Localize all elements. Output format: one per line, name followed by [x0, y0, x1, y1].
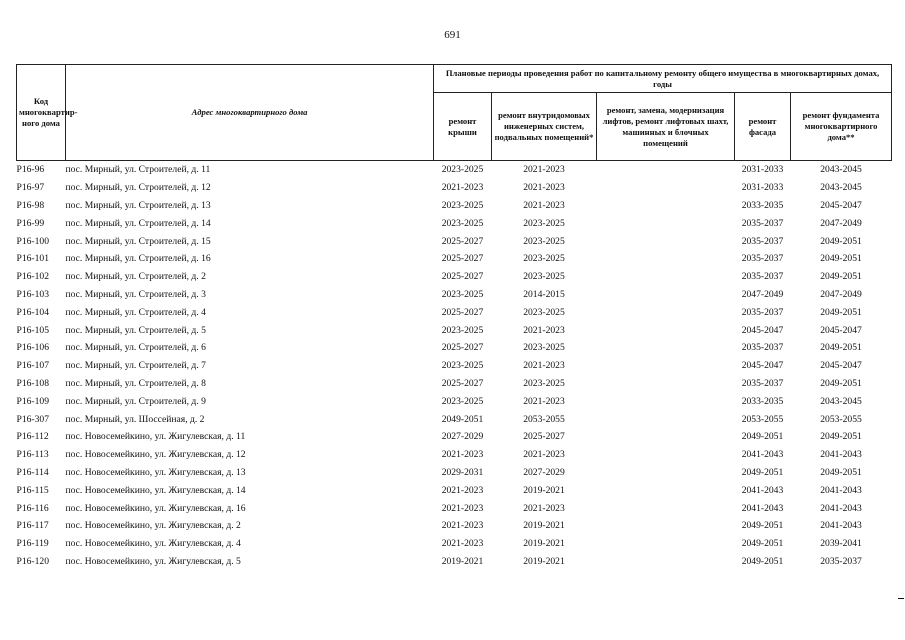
cell-facade: 2035-2037 [741, 217, 784, 229]
cell-address: пос. Мирный, ул. Строителей, д. 7 [65, 360, 206, 372]
table-row [17, 428, 892, 446]
cell-elevators [597, 286, 735, 304]
header-periods: Плановые периоды проведения работ по капитальному ремонту общего имущества в многоквартирных домах, годы [434, 65, 892, 93]
cell-roof: 2029-2031 [441, 466, 484, 478]
cell-address: пос. Новосемейкино, ул. Жигулевская, д. 2 [65, 520, 241, 532]
cell-foundation: 2049-2051 [820, 466, 862, 478]
cell-elevators [597, 517, 735, 535]
cell-code: Р16-105 [16, 324, 50, 336]
cell-address: пос. Мирный, ул. Строителей, д. 3 [65, 288, 206, 300]
cell-code: Р16-96 [16, 164, 45, 176]
cell-address: пос. Мирный, ул. Строителей, д. 14 [65, 217, 211, 229]
cell-code: Р16-97 [16, 182, 45, 194]
cell-address: пос. Мирный, ул. Строителей, д. 9 [65, 395, 206, 407]
cell-elevators [597, 232, 735, 250]
page-number: 691 [444, 29, 461, 41]
cell-roof: 2025-2027 [441, 342, 484, 354]
cell-foundation: 2045-2047 [820, 360, 862, 372]
cell-code: Р16-103 [16, 288, 50, 300]
cell-roof: 2023-2025 [441, 288, 484, 300]
cell-code: Р16-119 [16, 538, 49, 550]
cell-roof: 2021-2023 [441, 484, 484, 496]
header-code: Код многоквартир-ного дома [17, 65, 66, 161]
cell-roof: 2023-2025 [441, 360, 484, 372]
cell-roof: 2023-2025 [441, 217, 484, 229]
table-row [17, 392, 892, 410]
table-row [17, 339, 892, 357]
table-row [17, 357, 892, 375]
cell-foundation: 2047-2049 [820, 217, 862, 229]
cell-facade: 2049-2051 [741, 555, 784, 567]
cell-systems: 2025-2027 [523, 431, 565, 443]
cell-facade: 2045-2047 [741, 324, 784, 336]
cell-elevators [597, 446, 735, 464]
cell-foundation: 2041-2043 [820, 449, 862, 461]
cell-code: Р16-115 [16, 484, 49, 496]
cell-systems: 2021-2023 [523, 164, 565, 176]
cell-roof: 2021-2023 [441, 449, 484, 461]
header-elevators: ремонт, замена, модернизация лифтов, ремонт лифтовых шахт, машинных и блочных помещений [597, 93, 735, 161]
cell-facade: 2035-2037 [741, 342, 784, 354]
cell-code: Р16-114 [16, 466, 49, 478]
cell-foundation: 2049-2051 [820, 271, 862, 283]
table-row [17, 481, 892, 499]
cell-address: пос. Мирный, ул. Строителей, д. 15 [65, 235, 211, 247]
cell-elevators [597, 464, 735, 482]
cell-facade: 2053-2055 [741, 413, 784, 425]
cell-elevators [597, 161, 735, 179]
cell-address: пос. Мирный, ул. Строителей, д. 12 [65, 182, 211, 194]
table-row [17, 535, 892, 553]
cell-roof: 2019-2021 [441, 555, 484, 567]
cell-elevators [597, 553, 735, 571]
cell-foundation: 2041-2043 [820, 520, 862, 532]
cell-systems: 2023-2025 [523, 377, 565, 389]
table-row [17, 161, 892, 179]
cell-systems: 2021-2023 [523, 182, 565, 194]
table-row [17, 179, 892, 197]
table-row [17, 499, 892, 517]
cell-code: Р16-102 [16, 271, 50, 283]
cell-code: Р16-113 [16, 449, 49, 461]
cell-facade: 2033-2035 [741, 395, 784, 407]
cell-elevators [597, 321, 735, 339]
cell-code: Р16-120 [16, 555, 50, 567]
cell-roof: 2049-2051 [441, 413, 484, 425]
cell-facade: 2049-2051 [741, 466, 784, 478]
cell-address: пос. Новосемейкино, ул. Жигулевская, д. 16 [65, 502, 246, 514]
cell-foundation: 2043-2045 [820, 395, 862, 407]
cell-systems: 2019-2021 [523, 555, 565, 567]
cell-foundation: 2043-2045 [820, 182, 862, 194]
cell-address: пос. Мирный, ул. Строителей, д. 8 [65, 377, 206, 389]
cell-elevators [597, 481, 735, 499]
cell-systems: 2021-2023 [523, 449, 565, 461]
cell-address: пос. Мирный, ул. Строителей, д. 2 [65, 271, 206, 283]
cell-address: пос. Новосемейкино, ул. Жигулевская, д. 5 [65, 555, 241, 567]
cell-elevators [597, 392, 735, 410]
cell-systems: 2021-2023 [523, 502, 565, 514]
cell-systems: 2023-2025 [523, 306, 565, 318]
cell-code: Р16-107 [16, 360, 50, 372]
cell-foundation: 2049-2051 [820, 306, 862, 318]
cell-facade: 2049-2051 [741, 431, 784, 443]
cell-facade: 2049-2051 [741, 538, 784, 550]
cell-foundation: 2041-2043 [820, 502, 862, 514]
cell-foundation: 2053-2055 [820, 413, 862, 425]
cell-elevators [597, 303, 735, 321]
header-facade: ремонт фасада [735, 93, 791, 161]
cell-elevators [597, 410, 735, 428]
cell-elevators [597, 428, 735, 446]
cell-systems: 2021-2023 [523, 324, 565, 336]
table-row [17, 250, 892, 268]
cell-facade: 2033-2035 [741, 199, 784, 211]
cell-roof: 2025-2027 [441, 306, 484, 318]
cell-elevators [597, 499, 735, 517]
cell-elevators [597, 357, 735, 375]
cell-facade: 2045-2047 [741, 360, 784, 372]
cell-code: Р16-101 [16, 253, 50, 265]
cell-facade: 2035-2037 [741, 253, 784, 265]
cell-roof: 2025-2027 [441, 271, 484, 283]
cell-address: пос. Новосемейкино, ул. Жигулевская, д. 4 [65, 538, 241, 550]
cell-roof: 2021-2023 [441, 182, 484, 194]
table-row [17, 232, 892, 250]
edge-mark [898, 598, 904, 599]
cell-roof: 2021-2023 [441, 502, 484, 514]
header-foundation: ремонт фундамента многоквартирного дома** [791, 93, 892, 161]
cell-address: пос. Мирный, ул. Строителей, д. 5 [65, 324, 206, 336]
header-roof: ремонт крыши [434, 93, 492, 161]
cell-code: Р16-99 [16, 217, 45, 229]
cell-roof: 2021-2023 [441, 520, 484, 532]
table-row [17, 410, 892, 428]
cell-systems: 2021-2023 [523, 199, 565, 211]
cell-systems: 2019-2021 [523, 538, 565, 550]
cell-elevators [597, 179, 735, 197]
cell-code: Р16-100 [16, 235, 50, 247]
cell-systems: 2023-2025 [523, 217, 565, 229]
cell-facade: 2049-2051 [741, 520, 784, 532]
cell-elevators [597, 214, 735, 232]
cell-roof: 2027-2029 [441, 431, 484, 443]
cell-code: Р16-98 [16, 199, 45, 211]
cell-facade: 2041-2043 [741, 449, 784, 461]
cell-systems: 2014-2015 [523, 288, 565, 300]
cell-code: Р16-108 [16, 377, 50, 389]
cell-roof: 2025-2027 [441, 377, 484, 389]
cell-facade: 2035-2037 [741, 306, 784, 318]
cell-address: пос. Мирный, ул. Шоссейная, д. 2 [65, 413, 205, 425]
cell-code: Р16-106 [16, 342, 50, 354]
cell-foundation: 2045-2047 [820, 324, 862, 336]
cell-systems: 2053-2055 [523, 413, 565, 425]
table-row [17, 321, 892, 339]
cell-systems: 2023-2025 [523, 235, 565, 247]
cell-foundation: 2041-2043 [820, 484, 862, 496]
cell-foundation: 2049-2051 [820, 342, 862, 354]
header-address: Адрес многоквартирного дома [66, 65, 434, 161]
cell-elevators [597, 197, 735, 215]
table-row [17, 286, 892, 304]
capital-repair-table [16, 64, 892, 570]
cell-facade: 2031-2033 [741, 182, 784, 194]
cell-address: пос. Новосемейкино, ул. Жигулевская, д. 13 [65, 466, 246, 478]
cell-elevators [597, 250, 735, 268]
cell-foundation: 2049-2051 [820, 431, 862, 443]
cell-systems: 2023-2025 [523, 342, 565, 354]
cell-elevators [597, 535, 735, 553]
cell-facade: 2035-2037 [741, 377, 784, 389]
cell-systems: 2019-2021 [523, 484, 565, 496]
cell-facade: 2041-2043 [741, 502, 784, 514]
cell-elevators [597, 268, 735, 286]
cell-foundation: 2043-2045 [820, 164, 862, 176]
table-body [17, 161, 892, 571]
header-systems: ремонт внутридомовых инженерных систем, подвальных помещений* [492, 93, 597, 161]
table-row [17, 268, 892, 286]
table-row [17, 517, 892, 535]
cell-systems: 2021-2023 [523, 360, 565, 372]
cell-roof: 2025-2027 [441, 235, 484, 247]
table-row [17, 214, 892, 232]
cell-elevators [597, 375, 735, 393]
cell-systems: 2019-2021 [523, 520, 565, 532]
cell-code: Р16-117 [16, 520, 49, 532]
cell-systems: 2027-2029 [523, 466, 565, 478]
cell-roof: 2021-2023 [441, 538, 484, 550]
header-row-top [17, 65, 892, 93]
cell-roof: 2023-2025 [441, 164, 484, 176]
table-row [17, 446, 892, 464]
cell-facade: 2035-2037 [741, 235, 784, 247]
cell-foundation: 2045-2047 [820, 199, 862, 211]
table-row [17, 303, 892, 321]
cell-systems: 2023-2025 [523, 271, 565, 283]
cell-address: пос. Новосемейкино, ул. Жигулевская, д. 14 [65, 484, 246, 496]
cell-roof: 2023-2025 [441, 199, 484, 211]
cell-foundation: 2035-2037 [820, 555, 862, 567]
cell-code: Р16-109 [16, 395, 50, 407]
table-row [17, 553, 892, 571]
cell-facade: 2031-2033 [741, 164, 784, 176]
cell-elevators [597, 339, 735, 357]
cell-code: Р16-104 [16, 306, 50, 318]
cell-foundation: 2039-2041 [820, 538, 862, 550]
cell-address: пос. Мирный, ул. Строителей, д. 16 [65, 253, 211, 265]
cell-address: пос. Новосемейкино, ул. Жигулевская, д. 11 [65, 431, 246, 443]
cell-foundation: 2047-2049 [820, 288, 862, 300]
cell-facade: 2041-2043 [741, 484, 784, 496]
cell-address: пос. Новосемейкино, ул. Жигулевская, д. 12 [65, 449, 246, 461]
cell-foundation: 2049-2051 [820, 235, 862, 247]
cell-facade: 2035-2037 [741, 271, 784, 283]
cell-address: пос. Мирный, ул. Строителей, д. 6 [65, 342, 206, 354]
table-row [17, 375, 892, 393]
cell-code: Р16-116 [16, 502, 49, 514]
table-row [17, 464, 892, 482]
cell-address: пос. Мирный, ул. Строителей, д. 13 [65, 199, 211, 211]
cell-roof: 2023-2025 [441, 324, 484, 336]
cell-address: пос. Мирный, ул. Строителей, д. 4 [65, 306, 206, 318]
cell-systems: 2021-2023 [523, 395, 565, 407]
table-row [17, 197, 892, 215]
cell-roof: 2023-2025 [441, 395, 484, 407]
cell-address: пос. Мирный, ул. Строителей, д. 11 [65, 164, 211, 176]
cell-code: Р16-307 [16, 413, 50, 425]
cell-facade: 2047-2049 [741, 288, 784, 300]
cell-foundation: 2049-2051 [820, 253, 862, 265]
cell-systems: 2023-2025 [523, 253, 565, 265]
cell-code: Р16-112 [16, 431, 49, 443]
cell-foundation: 2049-2051 [820, 377, 862, 389]
cell-roof: 2025-2027 [441, 253, 484, 265]
